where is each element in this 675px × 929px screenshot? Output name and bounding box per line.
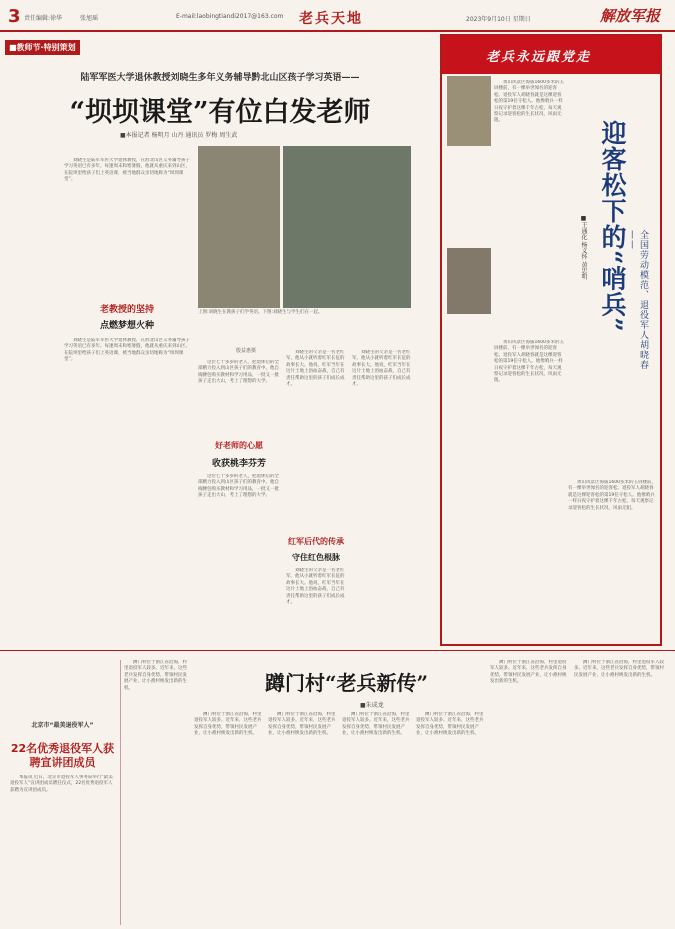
column-divider	[120, 660, 121, 925]
section-kicker: ■教师节·特别策划	[5, 40, 80, 55]
subhead-1b: 点燃梦想火种	[99, 321, 154, 331]
body-paragraph: 蹲门村位于浙江省沿海，村里退役军人较多。近年来，这些老兵发挥自身优势，带领村民发展产业，让小渔村焕发出新的生机。	[342, 712, 410, 737]
subhead-2: 好老师的心愿	[215, 441, 263, 450]
body-paragraph: 刘晓生是陆军军医大学退休教授，在黔北山区义务辅导孩子学习英语已有多年。每逢周末和寒暑假，他就从重庆来到山区，在院坝里给孩子们上英语课，被当地群众亲切地称为“坝坝课堂”。	[64, 338, 190, 363]
feature-subtitle: 全国劳动模范、退役军人胡晓春——	[627, 230, 648, 370]
body-paragraph: 刘晓生的父亲是一名老红军，他从小就听着红军长征的故事长大。他说，红军当年在这片土地上浴血奋战，自己有责任帮助这里的孩子们成长成才。	[286, 568, 345, 606]
article-photo-2	[283, 146, 411, 308]
body-column-2a	[198, 360, 280, 430]
subhead-3: 红军后代的传承	[288, 537, 344, 546]
feature-photo-1	[447, 76, 491, 146]
feature-byline: ■王通化 杨义怀 黄忠明	[580, 215, 587, 280]
bottom-article-title: 蹲门村“老兵新传”	[265, 671, 429, 695]
subhead-2b: 收获桃李芬芳	[211, 459, 266, 469]
editor-label: 责任编辑:徐华	[24, 15, 63, 22]
body-paragraph: 黄山风景区海拔1600多米的玉屏楼前，有一棵举世闻名的迎客松。退役军人胡晓春就是这棵迎客松的第19任守松人。他像哨兵一样日夜守护着这棵千年古松，每天观察记录迎客松的生长状况，风雨无阻。	[568, 480, 656, 511]
feature-banner-text: 老兵永远跟党走	[486, 50, 592, 65]
bottom-column-2	[194, 712, 264, 925]
article-pretitle: 陆军军医大学退休教授刘晓生多年义务辅导黔北山区孩子学习英语——	[80, 73, 360, 83]
body-paragraph: 蹲门村位于浙江省沿海，村里退役军人较多。近年来，这些老兵发挥自身优势，带领村民发展产业，让小渔村焕发出新的生机。	[574, 660, 664, 678]
body-paragraph: 蹲门村位于浙江省沿海，村里退役军人较多。近年来，这些老兵发挥自身优势，带领村民发展产业，让小渔村焕发出新的生机。	[490, 660, 567, 685]
body-paragraph: 刘晓生的父亲是一名老红军，他从小就听着红军长征的故事长大。他说，红军当年在这片土地上浴血奋战，自己有责任帮助这里的孩子们成长成才。	[352, 350, 411, 388]
body-paragraph: 黄山风景区海拔1600多米的玉屏楼前，有一棵举世闻名的迎客松。退役军人胡晓春就是这棵迎客松的第19任守松人。他像哨兵一样日夜守护着这棵千年古松，每天观察记录迎客松的生长状况，风雨无阻。	[494, 80, 564, 124]
bottom-column-3	[268, 712, 338, 925]
newspaper-logo: 解放军报	[600, 7, 661, 25]
bottom-column-1	[124, 660, 190, 925]
brief-title: 22名优秀退役军人获聘宣讲团成员	[10, 742, 115, 769]
body-paragraph: 黄山风景区海拔1600多米的玉屏楼前，有一棵举世闻名的迎客松。退役军人胡晓春就是这棵迎客松的第19任守松人。他像哨兵一样日夜守护着这棵千年古松，每天观察记录迎客松的生长状况，风雨无阻。	[494, 340, 564, 384]
body-paragraph: 刘晓生是陆军军医大学退休教授，在黔北山区义务辅导孩子学习英语已有多年。每逢周末和寒暑假，他就从重庆来到山区，在院坝里给孩子们上英语课，被当地群众亲切地称为“坝坝课堂”。	[64, 158, 190, 183]
body-paragraph: 蹲门村位于浙江省沿海，村里退役军人较多。近年来，这些老兵发挥自身优势，带领村民发展产业，让小渔村焕发出新的生机。	[416, 712, 484, 737]
subhead-1: 老教授的坚持	[99, 305, 154, 315]
brief-body	[10, 775, 115, 925]
body-paragraph: 本报讯 近日，北京市退役军人事务局举行“最美退役军人”宣讲团成员聘任仪式，22名优秀退役军人获聘为宣讲团成员。	[10, 775, 113, 793]
designer-label: 张旭瑶	[80, 15, 99, 22]
feature-photo-2	[447, 248, 491, 314]
body-paragraph: 这位七十多岁的老人，把退休后的全部精力投入到山区孩子们的教育中。他自掏腰包购买教材和学习用品，一批又一批孩子走出大山，考上了理想的大学。	[198, 360, 279, 385]
page-number: 3	[8, 6, 21, 27]
feature-column-2	[494, 340, 564, 640]
photo-credit: 殷益惠摄	[236, 348, 257, 354]
email-label: E-mail:laobingtiandi2017@163.com	[176, 13, 284, 20]
body-column-1b	[64, 338, 190, 628]
article-byline: ■本报记者 杨明月 山丹 通讯员 罗梅 周生武	[120, 132, 238, 139]
body-column-4	[352, 350, 414, 630]
subhead-3b: 守住红色根脉	[292, 553, 340, 562]
brief-pretitle: 北京市“最美退役军人”	[31, 722, 94, 729]
bottom-column-6	[490, 660, 570, 925]
body-paragraph: 蹲门村位于浙江省沿海，村里退役军人较多。近年来，这些老兵发挥自身优势，带领村民发展产业，让小渔村焕发出新的生机。	[268, 712, 336, 737]
feature-column-1	[494, 80, 564, 330]
body-paragraph: 刘晓生的父亲是一名老红军，他从小就听着红军长征的故事长大。他说，红军当年在这片土地上浴血奋战，自己有责任帮助这里的孩子们成长成才。	[286, 350, 345, 388]
body-paragraph: 蹲门村位于浙江省沿海，村里退役军人较多。近年来，这些老兵发挥自身优势，带领村民发展产业，让小渔村焕发出新的生机。	[124, 660, 187, 691]
body-column-3a	[286, 350, 346, 530]
article-title: “坝坝课堂”有位白发老师	[69, 97, 371, 128]
body-column-1a	[64, 158, 190, 298]
feature-title: 迎客松下的“哨兵”	[598, 120, 627, 333]
bottom-column-4	[342, 712, 412, 925]
body-column-2b	[198, 474, 280, 629]
body-column-3b	[286, 568, 346, 630]
feature-column-3	[568, 480, 656, 630]
photo-caption: 上图:刘晓生在教孩子们学英语。下图:刘晓生与学生们在一起。	[198, 310, 323, 315]
body-paragraph: 蹲门村位于浙江省沿海，村里退役军人较多。近年来，这些老兵发挥自身优势，带领村民发展产业，让小渔村焕发出新的生机。	[194, 712, 262, 737]
section-title: 老兵天地	[299, 11, 363, 27]
issue-date: 2023年9月10日 星期日	[466, 16, 531, 23]
bottom-column-5	[416, 712, 486, 925]
bottom-article-byline: ■朱成龙	[360, 702, 384, 709]
bottom-column-7	[574, 660, 664, 925]
bottom-divider	[0, 650, 675, 651]
body-paragraph: 这位七十多岁的老人，把退休后的全部精力投入到山区孩子们的教育中。他自掏腰包购买教材和学习用品，一批又一批孩子走出大山，考上了理想的大学。	[198, 474, 279, 499]
header-rule	[0, 30, 675, 32]
article-photo-1	[198, 146, 280, 308]
